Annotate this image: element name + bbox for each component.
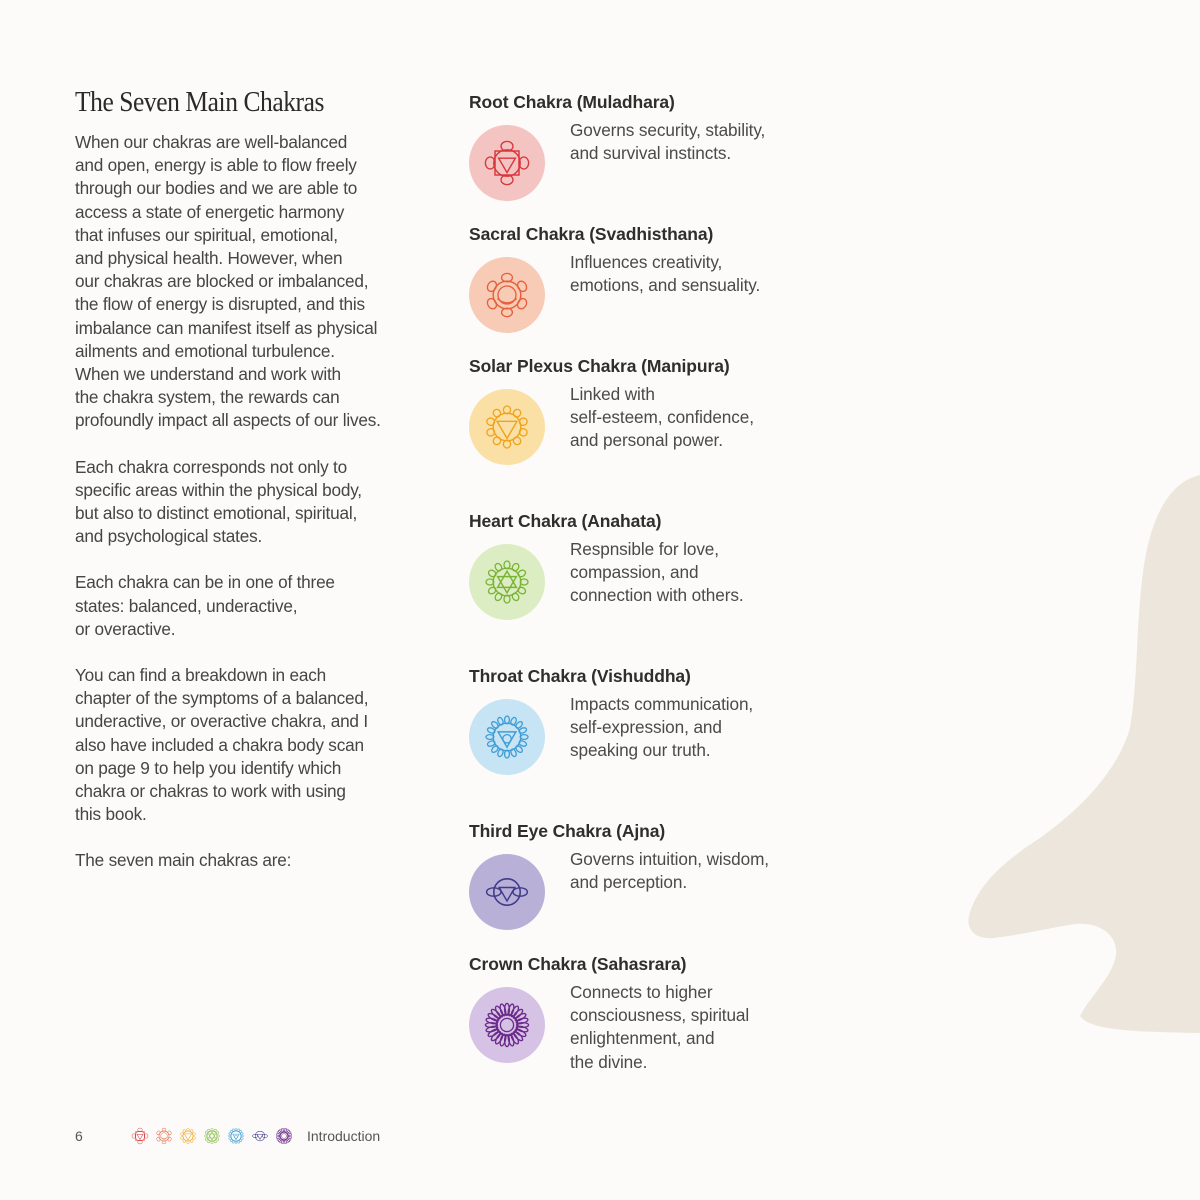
footer-throat-chakra-icon: [225, 1125, 247, 1147]
solar-plexus-chakra-icon: [469, 389, 545, 465]
chakra-description: Governs intuition, wisdom, and perception.: [570, 849, 769, 893]
footer-heart-chakra-icon: [201, 1125, 223, 1147]
crown-chakra-icon-symbol: [477, 995, 537, 1055]
solar-plexus-chakra-icon-symbol: [477, 397, 537, 457]
chakra-item-root: [469, 91, 809, 203]
sacral-chakra-icon-symbol: [477, 265, 537, 325]
chakra-item-heart: [469, 510, 809, 622]
intro-text-column: [75, 86, 435, 896]
chakra-item-crown: [469, 953, 809, 1072]
chakra-item-third-eye: [469, 820, 809, 932]
root-chakra-icon: [469, 125, 545, 201]
intro-paragraph: Each chakra can be in one of three states: balanced, underactive, or overactive.: [75, 572, 335, 639]
root-chakra-icon-symbol: [477, 133, 537, 193]
footer-solar-plexus-chakra-icon: [177, 1125, 199, 1147]
footer-chakra-icons: [129, 1125, 295, 1147]
chakra-description: Influences creativity, emotions, and sensuality.: [570, 252, 761, 296]
footer-crown-chakra-icon: [273, 1125, 295, 1147]
footer-sacral-chakra-icon: [153, 1125, 175, 1147]
chakra-description: Respnsible for love, compassion, and connection with others.: [570, 539, 744, 606]
intro-paragraph: When our chakras are well-balanced and open, energy is able to flow freely through our bodies and we are able to access a state of energetic harmony that infuses our spiritual, emotional, and physical health. However, when our chakras are blocked or imbalanced, the flow of energy is disrupted, and this imbalance can manifest itself as physical ailments and emotional turbulence. When we understand and work with the chakra system, the rewards can profoundly impact all aspects of our lives.: [75, 132, 381, 431]
intro-paragraph: You can find a breakdown in each chapter of the symptoms of a balanced, underactive, or overactive chakra, and I also have included a chakra body scan on page 9 to help you identify which chakra or chakras to work with using this book.: [75, 665, 369, 825]
throat-chakra-icon: [469, 699, 545, 775]
chakra-name: Third Eye Chakra (Ajna): [469, 821, 666, 841]
page-title: The Seven Main Chakras: [75, 86, 324, 118]
intro-paragraph: Each chakra corresponds not only to specific areas within the physical body, but also to distinct emotional, spiritual, and psychological states.: [75, 456, 362, 547]
chakra-description: Governs security, stability, and survival instincts.: [570, 120, 766, 164]
chakra-name: Throat Chakra (Vishuddha): [469, 666, 691, 686]
chakra-name: Root Chakra (Muladhara): [469, 92, 675, 112]
third-eye-chakra-icon-symbol: [477, 862, 537, 922]
intro-paragraph: The seven main chakras are:: [75, 850, 292, 871]
sacral-chakra-icon: [469, 257, 545, 333]
throat-chakra-icon-symbol: [477, 707, 537, 767]
chakra-description: Impacts communication, self-expression, and speaking our truth.: [570, 694, 754, 761]
chakra-description: Connects to higher consciousness, spiritual enlightenment, and the divine.: [570, 982, 750, 1072]
chakra-item-solar-plexus: [469, 355, 809, 467]
third-eye-chakra-icon: [469, 854, 545, 930]
chakra-item-throat: [469, 665, 809, 777]
heart-chakra-icon: [469, 544, 545, 620]
section-label: Introduction: [307, 1128, 381, 1144]
chakra-name: Solar Plexus Chakra (Manipura): [469, 356, 730, 376]
crown-chakra-icon: [469, 987, 545, 1063]
page-footer: [75, 1124, 380, 1148]
heart-chakra-icon-symbol: [477, 552, 537, 612]
page-number: 6: [75, 1128, 83, 1144]
chakra-name: Heart Chakra (Anahata): [469, 511, 662, 531]
chakra-name: Crown Chakra (Sahasrara): [469, 954, 687, 974]
chakra-name: Sacral Chakra (Svadhisthana): [469, 224, 714, 244]
footer-third-eye-chakra-icon: [249, 1125, 271, 1147]
chakra-item-sacral: [469, 223, 809, 335]
chakra-description: Linked with self-esteem, confidence, and personal power.: [570, 384, 754, 451]
footer-root-chakra-icon: [129, 1125, 151, 1147]
